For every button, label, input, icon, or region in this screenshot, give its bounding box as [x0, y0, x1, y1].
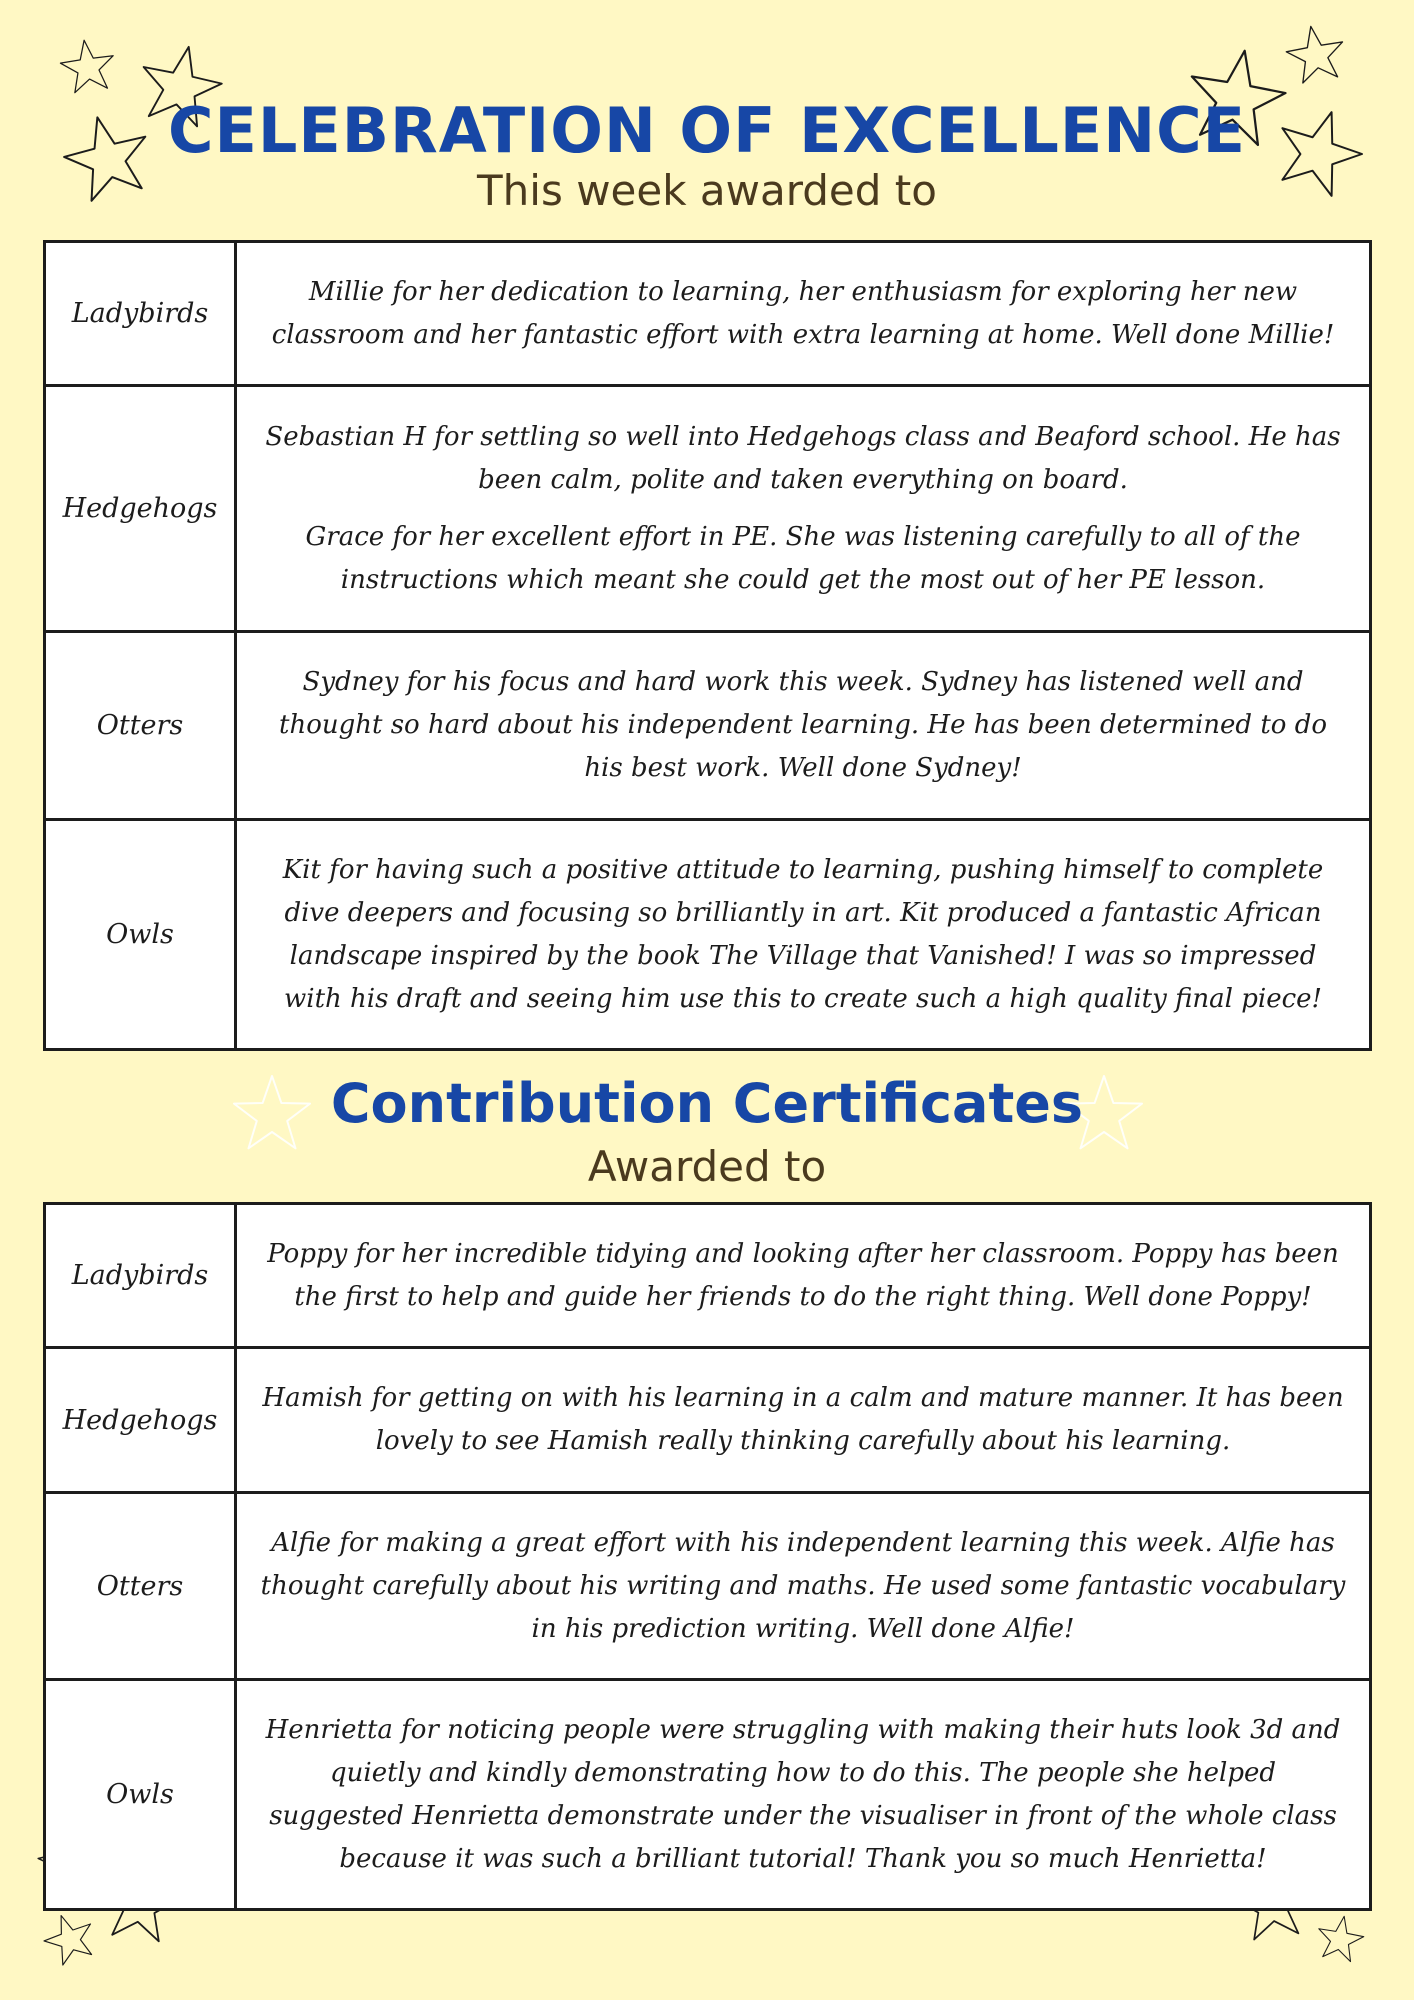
class-name-cell: Owls	[45, 1680, 236, 1910]
award-text: Poppy for her incredible tidying and looking after her classroom. Poppy has been the first to help and guide her friends to do the right thing. Well done Poppy!	[267, 1238, 1339, 1312]
class-name-cell: Otters	[45, 1493, 236, 1680]
page-title: CELEBRATION OF EXCELLENCE	[168, 94, 1246, 167]
class-name-cell: Hedgehogs	[45, 386, 236, 632]
table-row	[45, 632, 1371, 820]
star-outline-icon	[1314, 1912, 1366, 1963]
award-text-cell	[236, 1348, 1371, 1493]
award-text-cell	[236, 1204, 1371, 1348]
award-text: Millie for her dedication to learning, her enthusiasm for exploring her new classroom and her fantastic effort with extra learning at home. Well done Millie!	[271, 276, 1335, 350]
class-name-cell: Otters	[45, 632, 236, 820]
section-subtitle: Awarded to	[587, 1142, 827, 1191]
star-outline-icon	[58, 37, 118, 95]
award-text-cell	[236, 632, 1371, 820]
page-subtitle: This week awarded to	[477, 166, 937, 215]
table-row	[45, 1493, 1371, 1680]
table-row	[45, 1680, 1371, 1910]
section-title: Contribution Certificates	[330, 1072, 1084, 1135]
class-name-cell: Hedgehogs	[45, 1348, 236, 1493]
award-text-cell	[236, 1680, 1371, 1910]
award-text: Henrietta for noticing people were struggling with making their huts look 3d and quietly and kindly demonstrating how to do this. The people she helped suggested Henrietta demonstrate under the visualiser in front of the whole class because it was such a brilliant tutorial! Thank you so much Henrietta!	[265, 1714, 1341, 1874]
award-text: Hamish for getting on with his learning in a calm and mature manner. It has been lovely to see Hamish really thinking carefully about his learning.	[262, 1383, 1344, 1456]
award-text: Kit for having such a positive attitude to learning, pushing himself to complete dive deepers and focusing so brilliantly in art. Kit produced a fantastic African landscape inspired by the book The Village that Vanished! I was so impressed with his draft and seeing him use this to create such a high quality final piece!	[282, 854, 1324, 1014]
class-name-cell: Ladybirds	[45, 1204, 236, 1348]
excellence-table	[43, 240, 1372, 1051]
award-text: Alfie for making a great effort with his independent learning this week. Alfie has thought carefully about his writing and maths. He used some fantastic vocabulary in his prediction writing. Well done Alfie!	[260, 1527, 1346, 1644]
table-row	[45, 386, 1371, 632]
star-outline-icon	[1283, 22, 1349, 85]
award-text: Sebastian H for settling so well into Hedgehogs class and Beaford school. He has been calm, polite and taken everything on board.	[265, 421, 1341, 495]
star-outline-icon	[38, 1907, 101, 1968]
award-text-cell	[236, 1493, 1371, 1680]
award-text-cell	[236, 242, 1371, 386]
award-text-cell	[236, 386, 1371, 632]
class-name-cell: Owls	[45, 820, 236, 1050]
award-text-cell	[236, 820, 1371, 1050]
table-row	[45, 1348, 1371, 1493]
table-row	[45, 1204, 1371, 1348]
award-text: Sydney for his focus and hard work this week. Sydney has listened well and thought so hard about his independent learning. He has been determined to do his best work. Well done Sydney!	[279, 667, 1327, 783]
award-text: Grace for her excellent effort in PE. She was listening carefully to all of the instructions which meant she could get the most out of her PE lesson.	[305, 521, 1301, 595]
contribution-table	[43, 1202, 1372, 1911]
table-row	[45, 242, 1371, 386]
class-name-cell: Ladybirds	[45, 242, 236, 386]
table-row	[45, 820, 1371, 1050]
